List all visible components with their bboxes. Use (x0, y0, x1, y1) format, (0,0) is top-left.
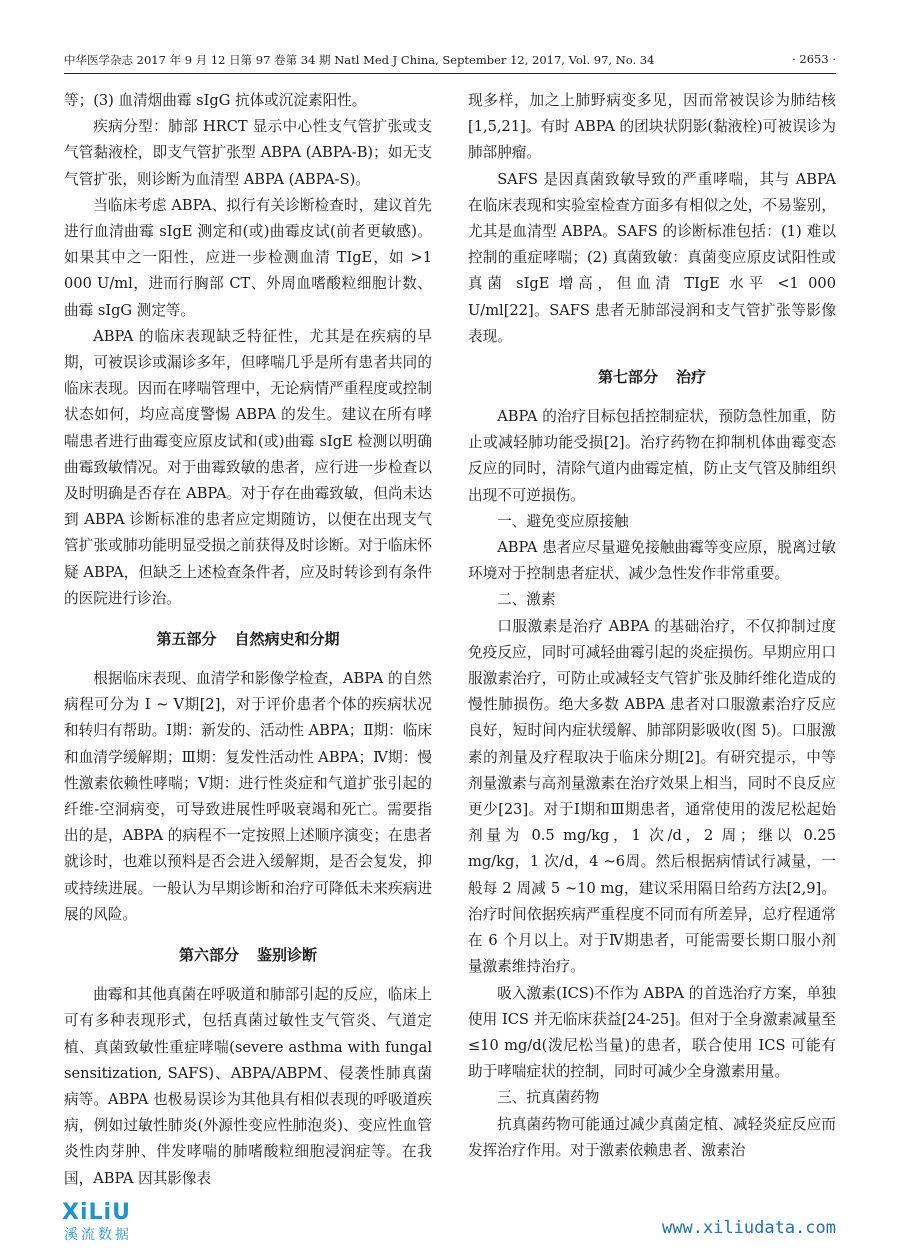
logo-subtitle: 溪流数据 (64, 1227, 132, 1243)
page-number: · 2653 · (792, 52, 836, 66)
paragraph: 疾病分型：肺部 HRCT 显示中心性支气管扩张或支气管黏液栓，即支气管扩张型 ABPA (ABPA-B)；如无支气管扩张，则诊断为血清型 ABPA (ABPA-S)。 (64, 118, 432, 188)
subsection-heading: 三、抗真菌药物 (497, 1089, 600, 1107)
paragraph: 等；(3) 血清烟曲霉 sIgG 抗体或沉淀素阳性。 (64, 92, 367, 109)
paragraph: 口服激素是治疗 ABPA 的基础治疗，不仅抑制过度免疫反应，同时可减轻曲霉引起的炎症损伤。早期应用口服激素治疗，可防止或减轻支气管扩张及肺纤维化造成的慢性肺损伤。绝大多数 ABPA 患者对口服激素治疗反应良好，短时间内症状缓解、肺部阴影吸收(图 5)。口服激素的剂量及疗程取决于临床分期[2]。有研究提示，中等剂量激素与高剂量激素在治疗效果上相当，同时不良反应更少[23]。对于Ⅰ期和Ⅲ期患者，通常使用的泼尼松起始剂量为 0.5 mg/kg，1 次/d，2 周；继以 0.25 mg/kg，1 次/d，4 ~6周。然后根据病情试行减量，一般每 2 周减 5 ~10 mg，建议采用隔日给药方法[2,9]。治疗时间依据疾病严重程度不同而有所差异，总疗程通常在 6 个月以上。对于Ⅳ期患者，可能需要长期口服小剂量激素维持治疗。 (468, 617, 836, 976)
paragraph: 当临床考虑 ABPA、拟行有关诊断检查时，建议首先进行血清曲霉 sIgE 测定和(或)曲霉皮试(前者更敏感)。如果其中之一阳性，应进一步检测血清 TIgE，如 >1 000 U/ml，进而行胸部 CT、外周血嗜酸粒细胞计数、曲霉 sIgG 测定等。 (64, 196, 432, 319)
watermark-logo (60, 1200, 180, 1244)
paragraph: ABPA 的临床表现缺乏特征性，尤其是在疾病的早期，可被误诊或漏诊多年，但哮喘几乎是所有患者共同的临床表现。因而在哮喘管理中，无论病情严重程度或控制状态如何，均应高度警惕 ABPA 的发生。建议在所有哮喘患者进行曲霉变应原皮试和(或)曲霉 sIgE 检测以明确曲霉致敏情况。对于曲霉致敏的患者，应行进一步检查以及时明确是否存在 ABPA。对于存在曲霉致敏，但尚未达到 ABPA 诊断标准的患者应定期随访，以便在出现支气管扩张或肺功能明显受损之前获得及时诊断。对于临床怀疑 ABPA，但缺乏上述检查条件者，应及时转诊到有条件的医院进行诊治。 (64, 327, 432, 607)
paragraph: 吸入激素(ICS)不作为 ABPA 的首选治疗方案，单独使用 ICS 并无临床获益[24-25]。但对于全身激素减量至 ≤10 mg/d(泼尼松当量)的患者，联合使用 ICS 可能有助于哮喘症状的控制，同时可减少全身激素用量。 (468, 984, 836, 1081)
section-heading: 第六部分 鉴别诊断 (178, 946, 318, 965)
subsection-heading: 二、激素 (497, 591, 556, 609)
header-rule (64, 73, 836, 74)
paragraph: 曲霉和其他真菌在呼吸道和肺部引起的反应，临床上可有多种表现形式，包括真菌过敏性支气管炎、气道定植、真菌致敏性重症哮喘(severe asthma with fungal sensitization, SAFS)、ABPA/ABPM、侵袭性肺真菌病等。ABPA 也极易误诊为其他具有相似表现的呼吸道疾病，例如过敏性肺炎(外源性变应性肺泡炎)、变应性血管炎性肉芽肿、伴发哮喘的肺嗜酸粒细胞浸润症等。在我国，ABPA 因其影像表 (64, 986, 432, 1187)
running-header (64, 52, 836, 70)
journal-citation: 中华医学杂志 2017 年 9 月 12 日第 97 卷第 34 期 Natl Med J China, September 12, 2017, Vol. 97, No. 34 (64, 53, 655, 67)
section-heading: 第七部分 治疗 (597, 368, 707, 387)
paragraph: ABPA 的治疗目标包括控制症状，预防急性加重，防止或减轻肺功能受损[2]。治疗药物在抑制机体曲霉变态反应的同时，清除气道内曲霉定植，防止支气管及肺组织出现不可逆损伤。 (468, 408, 836, 504)
paragraph: SAFS 是因真菌致敏导致的严重哮喘，其与 ABPA 在临床表现和实验室检查方面多有相似之处，不易鉴别，尤其是血清型 ABPA。SAFS 的诊断标准包括：(1) 难以控制的重症哮喘；(2) 真菌致敏：真菌变应原皮试阳性或真菌 sIgE 增高，但血清 TIgE 水平 <1 000 U/ml[22]。SAFS 患者无肺部浸润和支气管扩张等影像表现。 (468, 170, 836, 345)
right-column (468, 88, 836, 1164)
watermark-url[interactable]: www.xiliudata.com (662, 1218, 836, 1238)
paragraph: ABPA 患者应尽量避免接触曲霉等变应原，脱离过敏环境对于控制患者症状、减少急性发作非常重要。 (468, 539, 836, 583)
section-heading: 第五部分 自然病史和分期 (156, 630, 340, 649)
paragraph: 现多样，加之上肺野病变多见，因而常被误诊为肺结核[1,5,21]。有时 ABPA 的团块状阴影(黏液栓)可被误诊为肺部肿瘤。 (468, 92, 836, 162)
left-column (64, 88, 432, 1192)
paragraph: 根据临床表现、血清学和影像学检查，ABPA 的自然病程可分为 Ⅰ ~ Ⅴ期[2]，对于评价患者个体的疾病状况和转归有帮助。Ⅰ期：新发的、活动性 ABPA；Ⅱ期：临床和血清学缓解期；Ⅲ期：复发性活动性 ABPA；Ⅳ期：慢性激素依赖性哮喘；Ⅴ期：进行性炎症和气道扩张引起的纤维-空洞病变，可导致进展性呼吸衰竭和死亡。需要指出的是，ABPA 的病程不一定按照上述顺序演变；在患者就诊时，也难以预料是否会进入缓解期，是否会复发，抑或持续进展。一般认为早期诊断和治疗可降低未来疾病进展的风险。 (64, 670, 432, 923)
paragraph: 抗真菌药物可能通过减少真菌定植、减轻炎症反应而发挥治疗作用。对于激素依赖患者、激素治 (468, 1115, 836, 1159)
subsection-heading: 一、避免变应原接触 (497, 512, 629, 530)
logo-text: XiLiU (62, 1200, 131, 1225)
